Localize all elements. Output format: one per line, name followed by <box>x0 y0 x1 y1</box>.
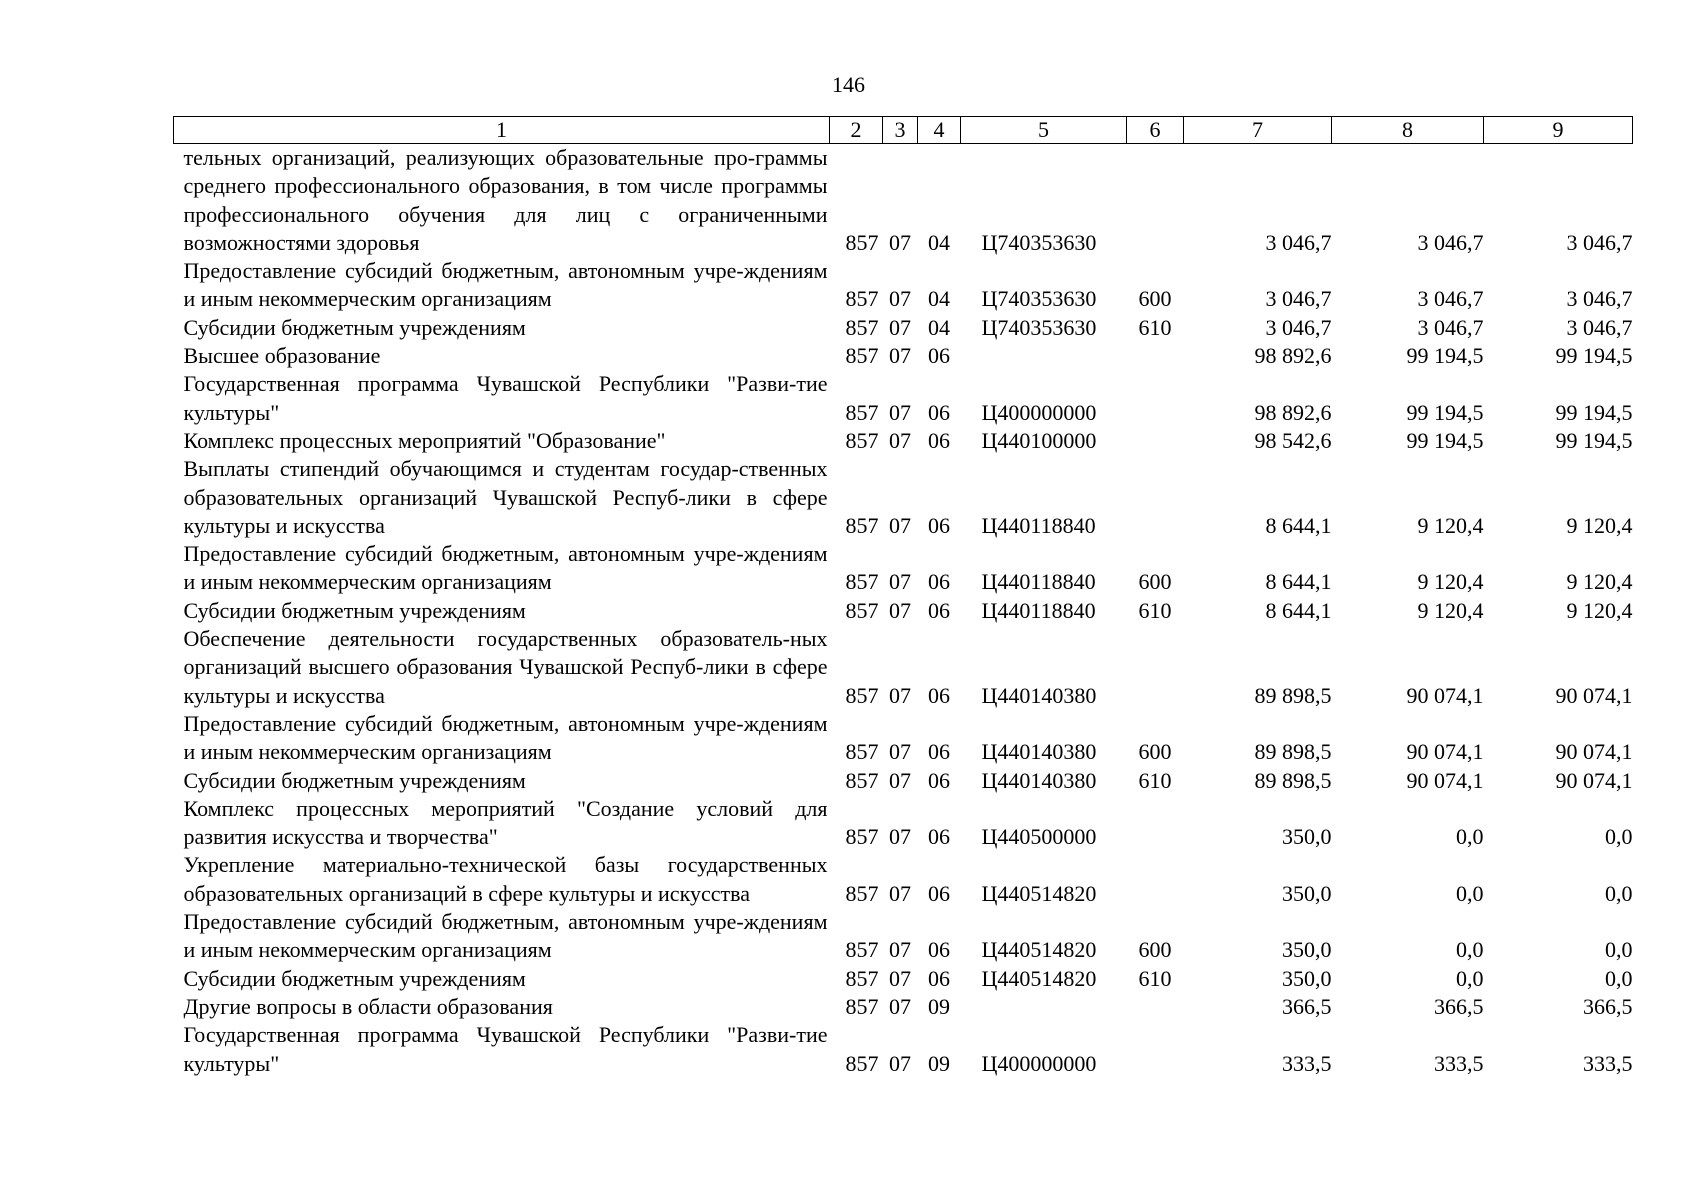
subsection-code: 06 <box>928 512 950 538</box>
amount-col-9: 0,0 <box>1605 965 1633 991</box>
amount-col-9: 90 074,1 <box>1555 682 1633 708</box>
column-number-header <box>174 117 1633 144</box>
amount-col-8: 3 046,7 <box>1417 314 1484 340</box>
row-name: Предоставление субсидий бюджетным, автономным учре-ждениям и иным некоммерческим организациям <box>183 710 828 765</box>
grbs-code: 857 <box>845 512 879 538</box>
section-code: 07 <box>889 937 911 963</box>
target-article-code: Ц440514820 <box>981 880 1097 906</box>
column-header-9: 9 <box>1484 117 1633 144</box>
table-row <box>174 427 1633 455</box>
column-header-4: 4 <box>918 117 961 144</box>
grbs-code: 857 <box>845 1050 879 1076</box>
amount-col-8: 333,5 <box>1434 1050 1484 1076</box>
row-name: Субсидии бюджетным учреждениям <box>183 965 526 991</box>
grbs-code: 857 <box>845 880 879 906</box>
amount-col-8: 90 074,1 <box>1406 739 1484 765</box>
expense-type-code: 600 <box>1138 569 1172 595</box>
row-name: Предоставление субсидий бюджетным, автономным учре-ждениям и иным некоммерческим организациям <box>183 541 828 595</box>
amount-col-7: 98 892,6 <box>1254 343 1332 369</box>
grbs-code: 857 <box>845 767 879 793</box>
grbs-code: 857 <box>845 682 879 708</box>
column-header-6: 6 <box>1127 117 1184 144</box>
grbs-code: 857 <box>845 399 879 425</box>
expense-type-code <box>1127 993 1184 1021</box>
amount-col-9: 3 046,7 <box>1566 229 1633 255</box>
amount-col-8: 3 046,7 <box>1417 229 1484 255</box>
column-header-7: 7 <box>1184 117 1332 144</box>
expense-type-code <box>1127 370 1184 427</box>
section-code: 07 <box>889 343 911 369</box>
section-code: 07 <box>889 965 911 991</box>
section-code: 07 <box>889 314 911 340</box>
target-article-code: Ц400000000 <box>981 1050 1097 1076</box>
subsection-code: 06 <box>928 767 950 793</box>
target-article-code: Ц440500000 <box>981 824 1097 850</box>
subsection-code: 04 <box>928 314 950 340</box>
amount-col-9: 99 194,5 <box>1555 427 1633 453</box>
table-row <box>174 993 1633 1021</box>
amount-col-7: 3 046,7 <box>1265 286 1332 312</box>
expense-type-code <box>1127 795 1184 852</box>
table-row <box>174 1021 1633 1078</box>
expense-type-code <box>1127 625 1184 710</box>
expense-type-code <box>1127 427 1184 455</box>
section-code: 07 <box>889 682 911 708</box>
amount-col-7: 350,0 <box>1282 965 1332 991</box>
target-article-code: Ц440514820 <box>981 937 1097 963</box>
expense-type-code <box>1127 1021 1184 1078</box>
amount-col-9: 0,0 <box>1605 880 1633 906</box>
amount-col-9: 0,0 <box>1605 824 1633 850</box>
amount-col-9: 90 074,1 <box>1555 739 1633 765</box>
amount-col-9: 366,5 <box>1583 993 1633 1019</box>
row-name: Комплекс процессных мероприятий "Создание условий для развития искусства и творчества" <box>183 795 828 850</box>
grbs-code: 857 <box>845 314 879 340</box>
table-row <box>174 144 1633 258</box>
section-code: 07 <box>889 512 911 538</box>
subsection-code: 06 <box>928 343 950 369</box>
table-row <box>174 370 1633 427</box>
row-name: Комплекс процессных мероприятий "Образование" <box>183 427 666 453</box>
row-name: Высшее образование <box>183 343 381 369</box>
table-row <box>174 314 1633 342</box>
grbs-code: 857 <box>845 824 879 850</box>
expense-type-code <box>1127 455 1184 540</box>
target-article-code: Ц440100000 <box>981 427 1097 453</box>
column-header-5: 5 <box>961 117 1127 144</box>
section-code: 07 <box>889 399 911 425</box>
expense-type-code <box>1127 851 1184 908</box>
table-row <box>174 710 1633 767</box>
amount-col-7: 333,5 <box>1282 1050 1332 1076</box>
expense-type-code: 610 <box>1138 314 1172 340</box>
table-row <box>174 257 1633 314</box>
target-article-code: Ц440140380 <box>981 682 1097 708</box>
target-article-code <box>961 342 1127 370</box>
row-name: Субсидии бюджетным учреждениям <box>183 314 526 340</box>
amount-col-9: 0,0 <box>1605 937 1633 963</box>
expense-type-code <box>1127 144 1184 258</box>
target-article-code: Ц400000000 <box>981 399 1097 425</box>
amount-col-7: 98 892,6 <box>1254 399 1332 425</box>
table-row <box>174 965 1633 993</box>
subsection-code: 09 <box>928 993 950 1019</box>
expense-type-code <box>1127 342 1184 370</box>
amount-col-9: 99 194,5 <box>1555 343 1633 369</box>
amount-col-7: 8 644,1 <box>1265 597 1332 623</box>
grbs-code: 857 <box>845 965 879 991</box>
table-row <box>174 767 1633 795</box>
amount-col-7: 3 046,7 <box>1265 314 1332 340</box>
expense-type-code: 600 <box>1138 739 1172 765</box>
row-name: Обеспечение деятельности государственных образователь-ных организаций высшего образования Чувашской Респуб-лики в сфере культуры и искусства <box>183 626 828 708</box>
amount-col-9: 9 120,4 <box>1566 512 1633 538</box>
table-row <box>174 625 1633 710</box>
amount-col-7: 350,0 <box>1282 937 1332 963</box>
target-article-code <box>961 993 1127 1021</box>
subsection-code: 06 <box>928 824 950 850</box>
table-row <box>174 540 1633 597</box>
target-article-code: Ц440140380 <box>981 739 1097 765</box>
target-article-code: Ц440118840 <box>981 512 1096 538</box>
grbs-code: 857 <box>845 597 879 623</box>
amount-col-7: 98 542,6 <box>1254 427 1332 453</box>
amount-col-8: 99 194,5 <box>1406 399 1484 425</box>
row-name: Другие вопросы в области образования <box>183 993 553 1019</box>
expense-type-code: 610 <box>1138 965 1172 991</box>
table-row <box>174 908 1633 965</box>
amount-col-9: 9 120,4 <box>1566 597 1633 623</box>
section-code: 07 <box>889 427 911 453</box>
section-code: 07 <box>889 824 911 850</box>
target-article-code: Ц440118840 <box>981 597 1096 623</box>
row-name: Государственная программа Чувашской Республики "Разви-тие культуры" <box>183 1022 828 1076</box>
amount-col-9: 3 046,7 <box>1566 286 1633 312</box>
row-name: тельных организаций, реализующих образовательные про-граммы среднего профессионального образования, в том числе программы профессионального обучения для лиц с ограниченными возможностями здоровья <box>183 145 828 255</box>
amount-col-8: 366,5 <box>1434 993 1484 1019</box>
grbs-code: 857 <box>845 569 879 595</box>
amount-col-9: 9 120,4 <box>1566 569 1633 595</box>
grbs-code: 857 <box>845 229 879 255</box>
subsection-code: 06 <box>928 597 950 623</box>
subsection-code: 06 <box>928 682 950 708</box>
amount-col-8: 9 120,4 <box>1417 597 1484 623</box>
subsection-code: 06 <box>928 965 950 991</box>
amount-col-7: 3 046,7 <box>1265 229 1332 255</box>
amount-col-8: 99 194,5 <box>1406 427 1484 453</box>
page-number: 146 <box>832 72 865 97</box>
grbs-code: 857 <box>845 937 879 963</box>
expense-type-code: 610 <box>1138 767 1172 793</box>
table-row <box>174 455 1633 540</box>
subsection-code: 04 <box>928 286 950 312</box>
amount-col-7: 89 898,5 <box>1254 767 1332 793</box>
amount-col-7: 89 898,5 <box>1254 739 1332 765</box>
grbs-code: 857 <box>845 286 879 312</box>
amount-col-7: 366,5 <box>1282 993 1332 1019</box>
column-header-3: 3 <box>883 117 918 144</box>
amount-col-7: 350,0 <box>1282 824 1332 850</box>
budget-table <box>173 116 1633 1078</box>
row-name: Предоставление субсидий бюджетным, автономным учре-ждениям и иным некоммерческим организациям <box>183 258 828 312</box>
amount-col-9: 90 074,1 <box>1555 767 1633 793</box>
row-name: Государственная программа Чувашской Республики "Разви-тие культуры" <box>183 371 828 425</box>
table-body <box>174 144 1633 1078</box>
amount-col-9: 333,5 <box>1583 1050 1633 1076</box>
row-name: Предоставление субсидий бюджетным, автономным учре-ждениям и иным некоммерческим организациям <box>183 909 828 963</box>
amount-col-8: 90 074,1 <box>1406 767 1484 793</box>
table-row <box>174 851 1633 908</box>
section-code: 07 <box>889 767 911 793</box>
section-code: 07 <box>889 597 911 623</box>
target-article-code: Ц440140380 <box>981 767 1097 793</box>
section-code: 07 <box>889 993 911 1019</box>
subsection-code: 06 <box>928 427 950 453</box>
amount-col-8: 0,0 <box>1456 965 1484 991</box>
amount-col-7: 8 644,1 <box>1265 512 1332 538</box>
amount-col-8: 99 194,5 <box>1406 343 1484 369</box>
section-code: 07 <box>889 1050 911 1076</box>
grbs-code: 857 <box>845 993 879 1019</box>
amount-col-7: 350,0 <box>1282 880 1332 906</box>
row-name: Укрепление материально-технической базы государственных образовательных организаций в сфере культуры и искусства <box>183 852 828 906</box>
subsection-code: 06 <box>928 880 950 906</box>
expense-type-code: 610 <box>1138 597 1172 623</box>
amount-col-8: 9 120,4 <box>1417 512 1484 538</box>
amount-col-7: 89 898,5 <box>1254 682 1332 708</box>
column-header-2: 2 <box>830 117 883 144</box>
subsection-code: 06 <box>928 569 950 595</box>
amount-col-8: 90 074,1 <box>1406 682 1484 708</box>
amount-col-9: 99 194,5 <box>1555 399 1633 425</box>
grbs-code: 857 <box>845 343 879 369</box>
grbs-code: 857 <box>845 739 879 765</box>
amount-col-8: 3 046,7 <box>1417 286 1484 312</box>
target-article-code: Ц740353630 <box>981 229 1097 255</box>
amount-col-8: 0,0 <box>1456 937 1484 963</box>
target-article-code: Ц740353630 <box>981 286 1097 312</box>
table-row <box>174 795 1633 852</box>
row-name: Субсидии бюджетным учреждениям <box>183 597 526 623</box>
subsection-code: 09 <box>928 1050 950 1076</box>
subsection-code: 04 <box>928 229 950 255</box>
amount-col-8: 0,0 <box>1456 824 1484 850</box>
section-code: 07 <box>889 229 911 255</box>
section-code: 07 <box>889 739 911 765</box>
target-article-code: Ц440514820 <box>981 965 1097 991</box>
subsection-code: 06 <box>928 399 950 425</box>
table-row <box>174 342 1633 370</box>
row-name: Выплаты стипендий обучающимся и студентам государ-ственных образовательных организаций Чувашской Респуб-лики в сфере культуры и искусства <box>183 456 828 538</box>
expense-type-code: 600 <box>1138 286 1172 312</box>
table-row <box>174 597 1633 625</box>
target-article-code: Ц440118840 <box>981 569 1096 595</box>
subsection-code: 06 <box>928 739 950 765</box>
column-header-8: 8 <box>1332 117 1484 144</box>
amount-col-8: 9 120,4 <box>1417 569 1484 595</box>
grbs-code: 857 <box>845 427 879 453</box>
section-code: 07 <box>889 880 911 906</box>
subsection-code: 06 <box>928 937 950 963</box>
amount-col-9: 3 046,7 <box>1566 314 1633 340</box>
amount-col-8: 0,0 <box>1456 880 1484 906</box>
column-header-1: 1 <box>174 117 830 144</box>
expense-type-code: 600 <box>1138 937 1172 963</box>
section-code: 07 <box>889 569 911 595</box>
section-code: 07 <box>889 286 911 312</box>
amount-col-7: 8 644,1 <box>1265 569 1332 595</box>
target-article-code: Ц740353630 <box>981 314 1097 340</box>
row-name: Субсидии бюджетным учреждениям <box>183 767 526 793</box>
